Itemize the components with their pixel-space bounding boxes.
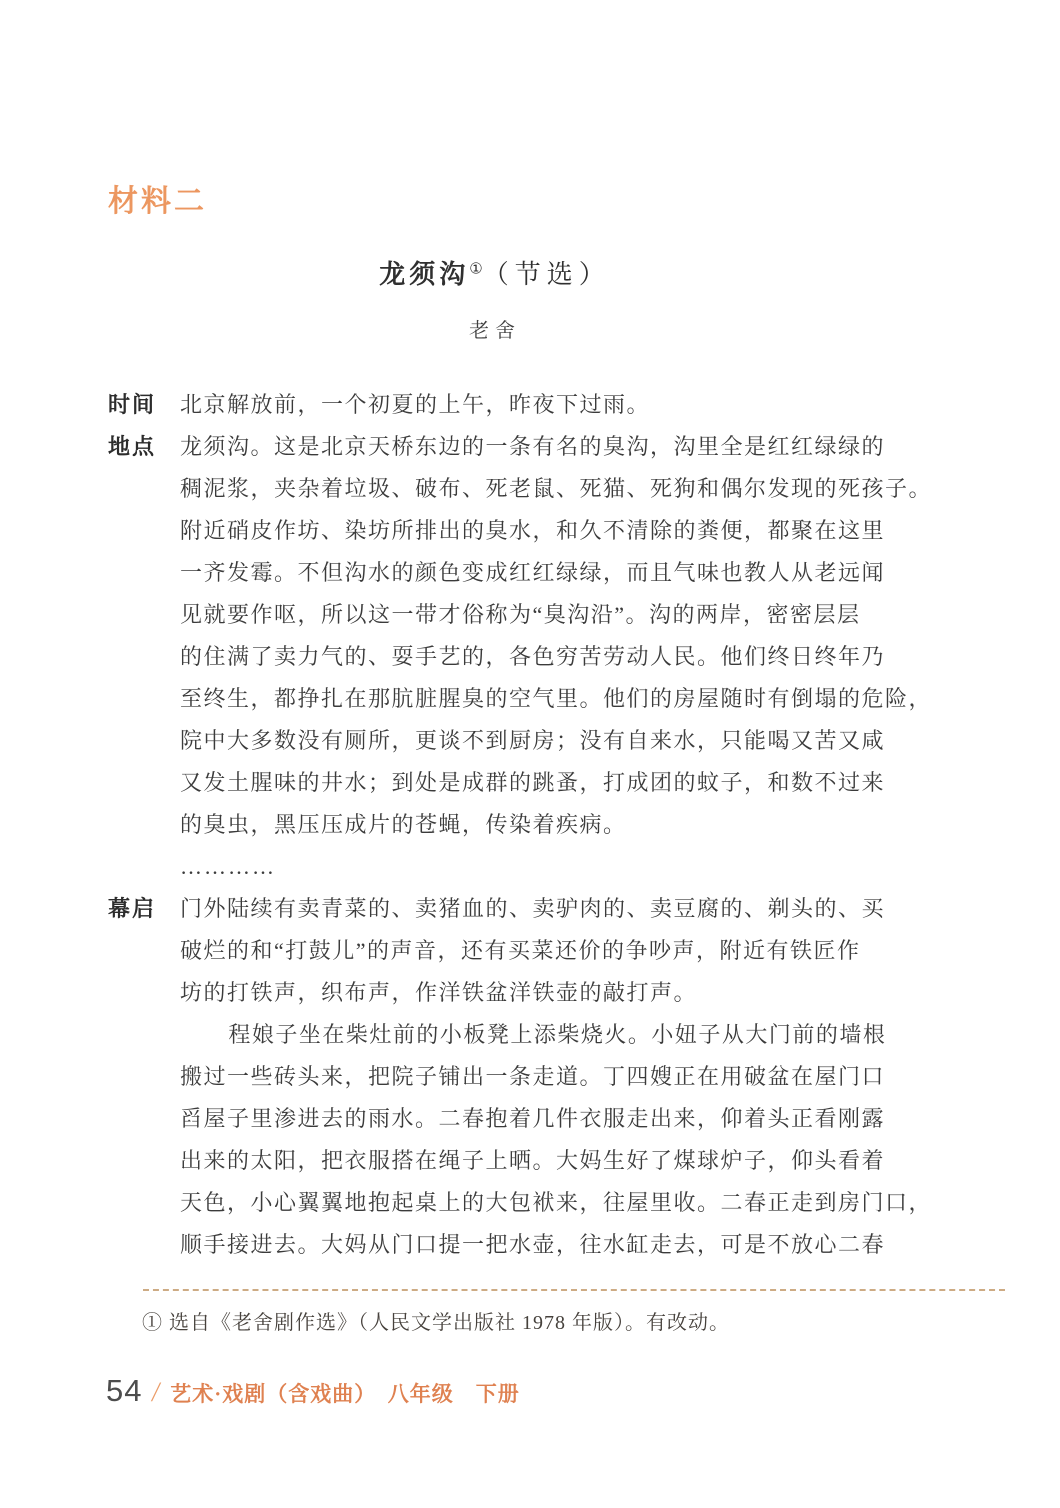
page-footer	[106, 1373, 520, 1409]
text-line: 至终生，都挣扎在那肮脏腥臭的空气里。他们的房屋随时有倒塌的危险，	[180, 686, 933, 711]
text-line: 舀屋子里渗进去的雨水。二春抱着几件衣服走出来，仰着头正看刚露	[180, 1106, 886, 1131]
script-body	[108, 384, 938, 1266]
curtain-paragraph-1	[180, 888, 938, 1014]
text-line: 龙须沟。这是北京天桥东边的一条有名的臭沟，沟里全是红红绿绿的	[180, 434, 886, 459]
text-line: 一齐发霉。不但沟水的颜色变成红红绿绿，而且气味也教人从老远闻	[180, 560, 886, 585]
text-line: 稠泥浆，夹杂着垃圾、破布、死老鼠、死猫、死狗和偶尔发现的死孩子。	[180, 476, 933, 501]
footnote-divider	[143, 1289, 1005, 1291]
material-section-label: 材料二	[108, 185, 207, 218]
play-title-main: 龙须沟	[379, 260, 470, 289]
text-line: 门外陆续有卖青菜的、卖猪血的、卖驴肉的、卖豆腐的、剃头的、买	[180, 896, 886, 921]
text-line: 的住满了卖力气的、耍手艺的，各色穷苦劳动人民。他们终日终年乃	[180, 644, 886, 669]
play-title	[0, 254, 990, 291]
footer-slash-separator: /	[150, 1377, 163, 1408]
curtain-paragraph-2	[180, 1014, 938, 1266]
time-label: 时间	[108, 392, 157, 417]
text-line: 又发土腥味的井水；到处是成群的跳蚤，打成团的蚊子，和数不过来	[180, 770, 886, 795]
text-line: 见就要作呕，所以这一带才俗称为“臭沟沿”。沟的两岸，密密层层	[180, 602, 861, 627]
time-text	[180, 384, 938, 426]
text-line: 北京解放前，一个初夏的上午，昨夜下过雨。	[180, 392, 651, 417]
time-section	[108, 384, 938, 426]
curtain-rise-label: 幕启	[108, 896, 157, 921]
curtain-rise-section	[108, 888, 938, 1266]
curtain-rise-text	[180, 888, 938, 1266]
place-section	[108, 426, 938, 846]
text-line: 出来的太阳，把衣服搭在绳子上晒。大妈生好了煤球炉子，仰头看着	[180, 1148, 886, 1173]
play-title-suffix: （节选）	[482, 260, 611, 289]
text-line: 坊的打铁声，织布声，作洋铁盆洋铁壶的敲打声。	[180, 980, 698, 1005]
author-name: 老舍	[469, 320, 521, 342]
text-line: 附近硝皮作坊、染坊所排出的臭水，和久不清除的粪便，都聚在这里	[180, 518, 886, 543]
omission-ellipsis: …………	[180, 854, 276, 879]
text-line: 天色，小心翼翼地抱起桌上的大包袱来，往屋里收。二春正走到房门口，	[180, 1190, 933, 1215]
text-line: 顺手接进去。大妈从门口提一把水壶，往水缸走去，可是不放心二春	[180, 1232, 886, 1257]
place-text	[180, 426, 938, 846]
place-label: 地点	[108, 434, 157, 459]
page-number: 54	[106, 1373, 143, 1408]
text-line: 程娘子坐在柴灶前的小板凳上添柴烧火。小妞子从大门前的墙根	[228, 1022, 887, 1047]
text-line: 搬过一些砖头来，把院子铺出一条走道。丁四嫂正在用破盆在屋门口	[180, 1064, 886, 1089]
text-line: 破烂的和“打鼓儿”的声音，还有买菜还价的争吵声，附近有铁匠作	[180, 938, 861, 963]
footnote-text: ① 选自《老舍剧作选》（人民文学出版社 1978 年版）。有改动。	[142, 1312, 730, 1334]
text-line: 院中大多数没有厕所，更谈不到厨房；没有自来水，只能喝又苦又咸	[180, 728, 886, 753]
footnote-reference-mark: ①	[469, 261, 483, 278]
text-line: 的臭虫，黑压压成片的苍蝇，传染着疾病。	[180, 812, 627, 837]
book-title: 艺术·戏剧（含戏曲） 八年级 下册	[170, 1382, 520, 1406]
